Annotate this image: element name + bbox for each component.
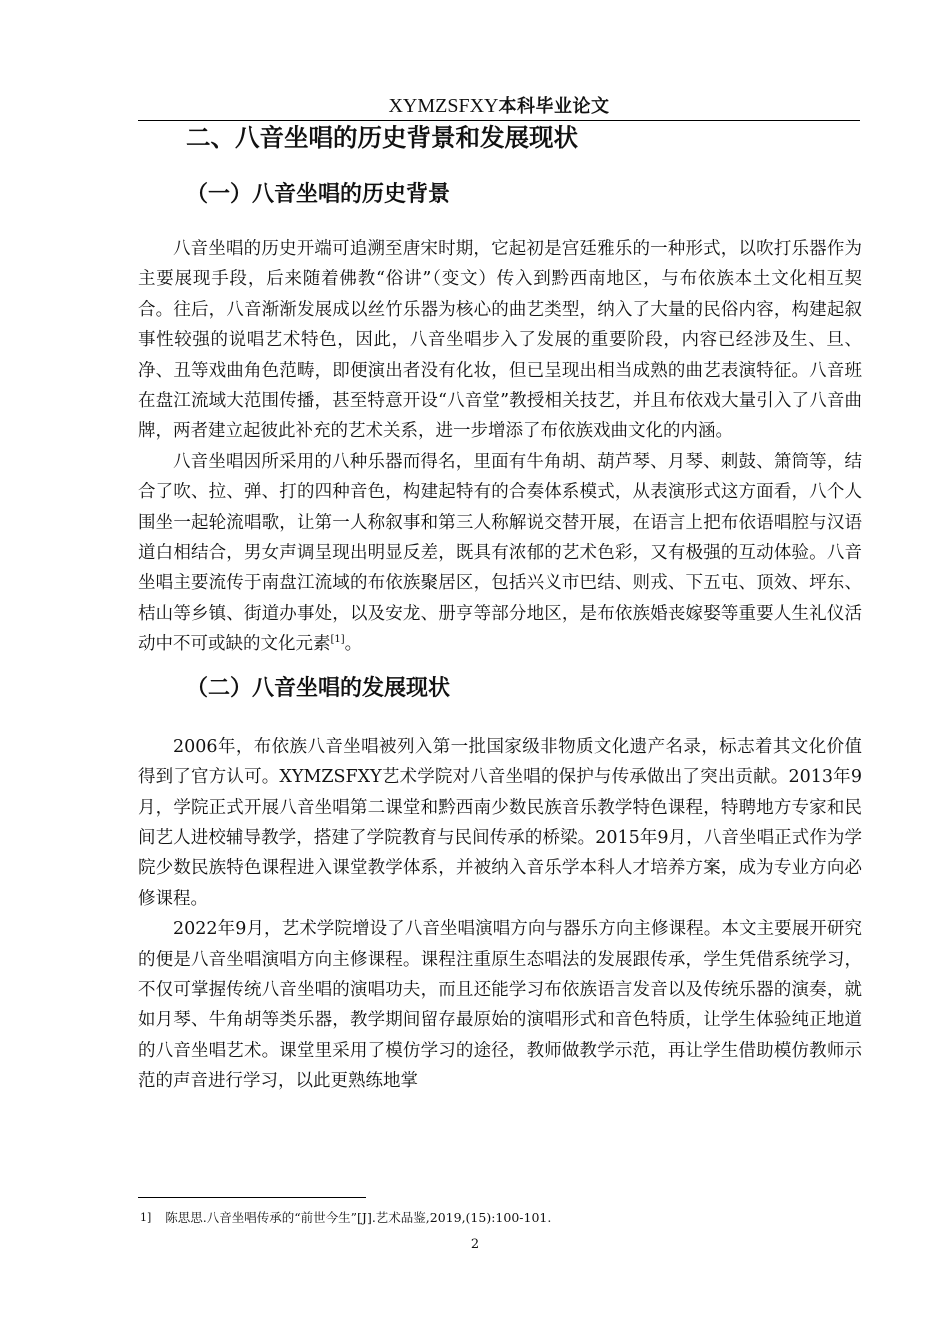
footnote-text: 陈思思.八音坐唱传承的“前世今生”[J].艺术品鉴,2019,(15):100-101. (165, 1210, 552, 1225)
paragraph-instruments-text: 八音坐唱因所采用的八种乐器而得名，里面有牛角胡、葫芦琴、月琴、刺鼓、箫筒等，结合了吹、拉、弹、打的四种音色，构建起特有的合奏体系模式，从表演形式这方面看，八个人围坐一起轮流唱歌，让第一人称叙事和第三人称解说交替开展，在语言上把布依语唱腔与汉语道白相结合，男女声调呈现出明显反差，既具有浓郁的艺术色彩，又有极强的互动体验。八音坐唱主要流传于南盘江流域的布依族聚居区，包括兴义市巴结、则戎、下五屯、顶效、坪东、桔山等乡镇、街道办事处，以及安龙、册亨等部分地区，是布依族婚丧嫁娶等重要人生礼仪活动中不可或缺的文化元素 (138, 451, 862, 655)
paragraph-instruments (138, 447, 862, 660)
header-school-code: XYMZSFXY (388, 95, 499, 117)
paragraph-history-origin: 八音坐唱的历史开端可追溯至唐宋时期，它起初是宫廷雅乐的一种形式，以吹打乐器作为主要展现手段，后来随着佛教“俗讲”（变文）传入到黔西南地区，与布依族本土文化相互契合。往后，八音渐渐发展成以丝竹乐器为核心的曲艺类型，纳入了大量的民俗内容，构建起叙事性较强的说唱艺术特色，因此，八音坐唱步入了发展的重要阶段，内容已经涉及生、旦、净、丑等戏曲角色范畴，即便演出者没有化妆，但已呈现出相当成熟的曲艺表演特征。八音班在盘江流域大范围传播，甚至特意开设“八音堂”教授相关技艺，并且布依戏大量引入了八音曲牌，两者建立起彼此补充的艺术关系，进一步增添了布依族戏曲文化的内涵。 (138, 239, 862, 442)
paragraph-instruments-end: 。 (344, 634, 363, 655)
page-number: 2 (470, 1237, 480, 1252)
footnote-separator (138, 1197, 366, 1198)
running-header (138, 92, 860, 121)
footnote-reference[interactable]: [1] (330, 634, 345, 646)
paragraph-curriculum: 2022年9月，艺术学院增设了八音坐唱演唱方向与器乐方向主修课程。本文主要展开研究的便是八音坐唱演唱方向主修课程。课程注重原生态唱法的发展跟传承，学生凭借系统学习，不仅可掌握传统八音坐唱的演唱功夫，而且还能学习布依族语言发音以及传统乐器的演奏，就如月琴、牛角胡等类乐器，教学期间留存最原始的演唱形式和音色特质，让学生体验纯正地道的八音坐唱艺术。课堂里采用了模仿学习的途径，教师做教学示范，再让学生借助模仿教师示范的声音进行学习，以此更熟练地掌 (138, 919, 862, 1092)
subsection-title-history: （一）八音坐唱的历史背景 (186, 182, 451, 207)
section-title: 二、八音坐唱的历史背景和发展现状 (186, 123, 578, 152)
page-body (138, 122, 862, 1097)
header-thesis-label: 本科毕业论文 (498, 96, 610, 117)
footnote-mark: 1] (140, 1211, 152, 1224)
paragraph-heritage-status: 2006年，布依族八音坐唱被列入第一批国家级非物质文化遗产名录，标志着其文化价值得到了官方认可。XYMZSFXY艺术学院对八音坐唱的保护与传承做出了突出贡献。2013年9月，学院正式开展八音坐唱第二课堂和黔西南少数民族音乐教学特色课程，特聘地方专家和民间艺人进校辅导教学，搭建了学院教育与民间传承的桥梁。2015年9月，八音坐唱正式作为学院少数民族特色课程进入课堂教学体系，并被纳入音乐学本科人才培养方案，成为专业方向必修课程。 (138, 736, 862, 909)
subsection-title-status: （二）八音坐唱的发展现状 (186, 675, 451, 701)
footnote (140, 1210, 551, 1226)
